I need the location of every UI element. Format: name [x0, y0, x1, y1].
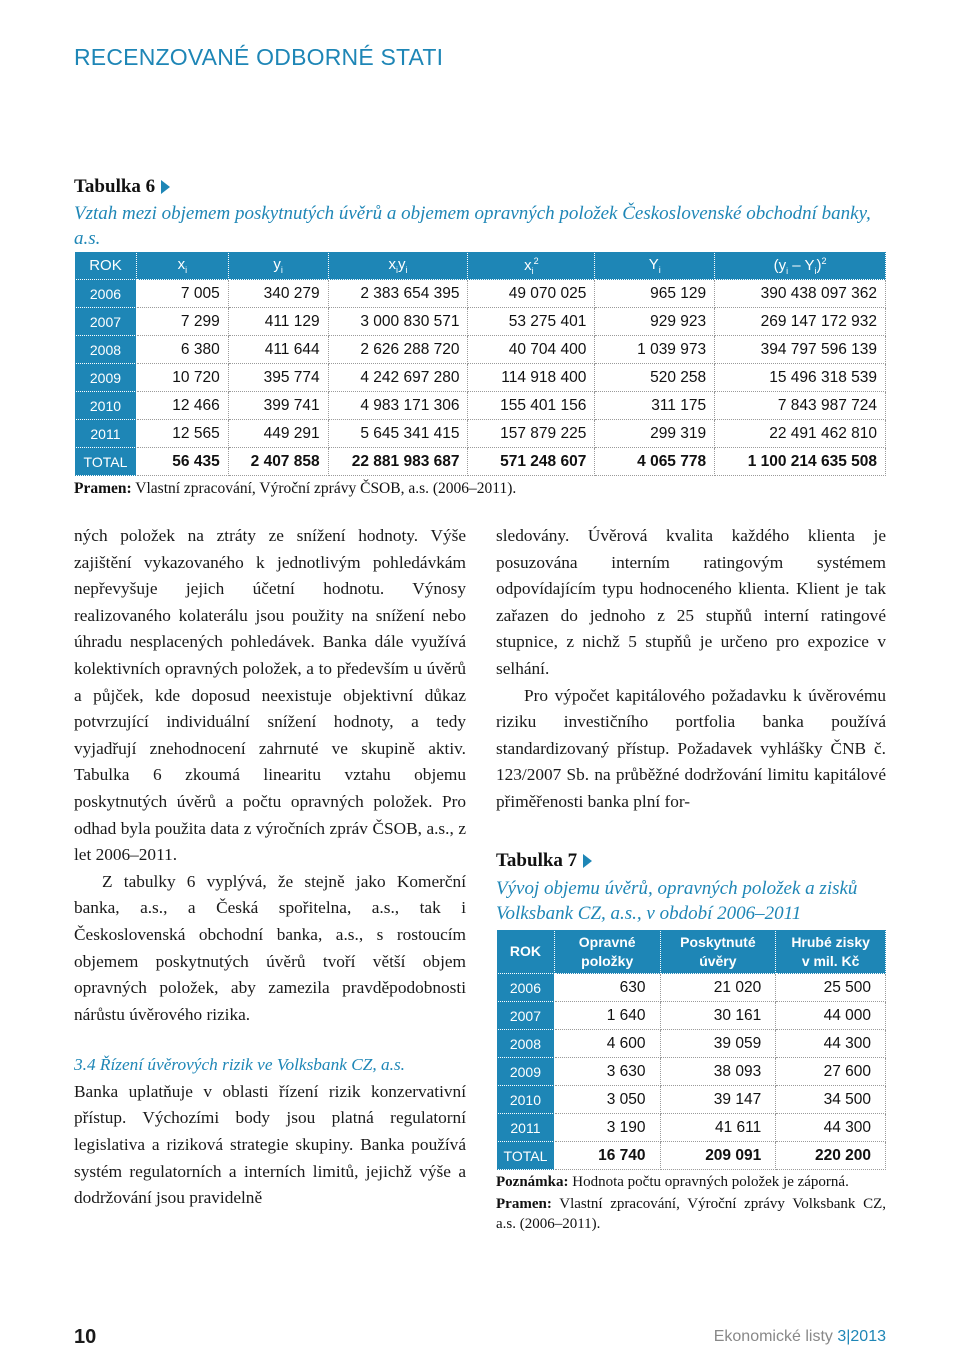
table-cell: 157 879 225	[468, 420, 595, 448]
table-cell: 390 438 097 362	[715, 280, 886, 308]
table7-header-row	[497, 930, 886, 974]
table-row	[75, 448, 886, 476]
table-cell: 395 774	[228, 364, 328, 392]
table-cell: 630	[554, 974, 660, 1002]
table-cell: 44 300	[776, 1114, 886, 1142]
table-cell: 4 983 171 306	[328, 392, 468, 420]
table-cell: 4 242 697 280	[328, 364, 468, 392]
table-cell: 40 704 400	[468, 336, 595, 364]
row-year-cell: 2006	[497, 974, 555, 1002]
table-cell: 449 291	[228, 420, 328, 448]
section-heading: 3.4 Řízení úvěrových rizik ve Volksbank CZ, a.s.	[74, 1055, 405, 1075]
table-cell: 571 248 607	[468, 448, 595, 476]
row-year-cell: TOTAL	[75, 448, 137, 476]
table-cell: 965 129	[595, 280, 715, 308]
table6-caption: Vztah mezi objemem poskytnutých úvěrů a objemem opravných položek Československé obchodní banky, a.s.	[74, 203, 871, 249]
table-row	[497, 1030, 886, 1058]
table-cell: 220 200	[776, 1142, 886, 1170]
table6-header-row	[75, 252, 886, 280]
row-year-cell: TOTAL	[497, 1142, 555, 1170]
table-cell: 311 175	[595, 392, 715, 420]
table-row	[497, 1002, 886, 1030]
table-cell: 2 626 288 720	[328, 336, 468, 364]
table-cell: 3 050	[554, 1086, 660, 1114]
table7-caption: Vývoj objemu úvěrů, opravných položek a zisků Volksbank CZ, a.s., v období 2006–2011	[496, 878, 858, 924]
table-row	[497, 974, 886, 1002]
table-cell: 12 565	[136, 420, 228, 448]
table-cell: 21 020	[660, 974, 776, 1002]
table6	[74, 251, 886, 476]
col-x2-header: $x_i^2$	[468, 252, 595, 280]
col-residual-header: $(y_i - Y_i)^2$	[715, 252, 886, 280]
row-year-cell: 2009	[497, 1058, 555, 1086]
table-cell: 25 500	[776, 974, 886, 1002]
running-header: RECENZOVANÉ ODBORNÉ STATI	[74, 44, 444, 70]
row-year-cell: 2008	[75, 336, 137, 364]
table-row	[75, 280, 886, 308]
table-cell: 4 065 778	[595, 448, 715, 476]
table-cell: 411 644	[228, 336, 328, 364]
row-year-cell: 2008	[497, 1030, 555, 1058]
row-year-cell: 2010	[497, 1086, 555, 1114]
table-cell: 39 147	[660, 1086, 776, 1114]
table-row	[75, 392, 886, 420]
table7-label: Tabulka 7	[496, 850, 592, 872]
table-row	[497, 1142, 886, 1170]
table-cell: 6 380	[136, 336, 228, 364]
col-Y-header: $Y_i$	[595, 252, 715, 280]
left-column	[74, 523, 466, 1212]
table-cell: 22 881 983 687	[328, 448, 468, 476]
col-uvery-header: Poskytnuté úvěry	[660, 930, 776, 974]
table-cell: 114 918 400	[468, 364, 595, 392]
table-cell: 7 005	[136, 280, 228, 308]
row-year-cell: 2011	[497, 1114, 555, 1142]
row-year-cell: 2011	[75, 420, 137, 448]
col-rok-header: ROK	[75, 252, 137, 280]
triangle-right-icon	[161, 180, 170, 194]
table-cell: 2 407 858	[228, 448, 328, 476]
table-cell: 1 100 214 635 508	[715, 448, 886, 476]
col-opravne-header: Opravné položky	[554, 930, 660, 974]
journal-footer: Ekonomické listy 3|2013	[713, 1328, 886, 1345]
table-cell: 16 740	[554, 1142, 660, 1170]
col-rok-header: ROK	[497, 930, 555, 974]
table-row	[75, 308, 886, 336]
col-zisky-header: Hrubé zisky v mil. Kč	[776, 930, 886, 974]
table-cell: 1 640	[554, 1002, 660, 1030]
table-cell: 44 300	[776, 1030, 886, 1058]
table7	[496, 929, 886, 1170]
table-cell: 44 000	[776, 1002, 886, 1030]
table6-label: Tabulka 6	[74, 176, 170, 198]
right-paragraph-1: sledovány. Úvěrová kvalita každého klienta je posuzována interním ratingovým systémem odpovídajícím typu hodnoceného klienta. Klient je tak zařazen do jednoho z 25 stupňů interní ratingové stupnice, z nichž 5 stupňů je určeno pro expozice v selhání.	[496, 526, 886, 678]
table-cell: 3 630	[554, 1058, 660, 1086]
left-paragraph-2: Z tabulky 6 vyplývá, že stejně jako Komerční banka, a.s., a Česká spořitelna, a.s., tak i Československá obchodní banka, a.s., s rostoucím objemem poskytnutých úvěrů tvoří větší objem opravných položek, aby zamezila pravděpodobnosti nárůstu úvěrového rizika.	[74, 871, 466, 1024]
table-cell: 299 319	[595, 420, 715, 448]
table-cell: 7 299	[136, 308, 228, 336]
left-paragraph-1: ných položek na ztráty ze snížení hodnoty. Výše zajištění vykazovaného k jednotlivým pohledávkám nepřevyšuje jejich účetní hodnotu. Výnosy realizovaného kolaterálu jsou použity na snížení nebo úhradu nesplacených pohledávek. Banka dále využívá kolektivních opravných položek, a to především u úvěrů a půjček, kde doposud neexistuje objektivní důkaz potvrzující individuální snížení hodnoty, a tedy vyjadřují znehodnocení zahrnuté ve skupině aktiv. Tabulka 6 zkoumá linearitu vztahu objemu poskytnutých úvěrů a počtu opravných položek. Pro odhad byla použita data z výročních zpráv ČSOB, a.s., z let 2006–2011.	[74, 526, 466, 865]
table-cell: 34 500	[776, 1086, 886, 1114]
table-cell: 49 070 025	[468, 280, 595, 308]
row-year-cell: 2007	[497, 1002, 555, 1030]
table-cell: 39 059	[660, 1030, 776, 1058]
table-row	[75, 336, 886, 364]
table-cell: 2 383 654 395	[328, 280, 468, 308]
row-year-cell: 2009	[75, 364, 137, 392]
row-year-cell: 2006	[75, 280, 137, 308]
table-cell: 5 645 341 415	[328, 420, 468, 448]
col-xy-header: $x_iy_i$	[328, 252, 468, 280]
table-cell: 22 491 462 810	[715, 420, 886, 448]
page-number: 10	[74, 1326, 97, 1348]
table-cell: 209 091	[660, 1142, 776, 1170]
table-cell: 929 923	[595, 308, 715, 336]
table-cell: 53 275 401	[468, 308, 595, 336]
table-cell: 340 279	[228, 280, 328, 308]
table-cell: 1 039 973	[595, 336, 715, 364]
table-row	[497, 1058, 886, 1086]
table-cell: 10 720	[136, 364, 228, 392]
table-cell: 411 129	[228, 308, 328, 336]
table-cell: 4 600	[554, 1030, 660, 1058]
table-cell: 3 000 830 571	[328, 308, 468, 336]
right-paragraph-2: Pro výpočet kapitálového požadavku k úvěrovému riziku investičního portfolia banka používá standardizovaný přístup. Požadavek vyhlášky ČNB č. 123/2007 Sb. na průběžné dodržování limitu kapitálové přiměřenosti banka plní for-	[496, 685, 886, 811]
table-cell: 399 741	[228, 392, 328, 420]
table-cell: 269 147 172 932	[715, 308, 886, 336]
row-year-cell: 2007	[75, 308, 137, 336]
table-cell: 38 093	[660, 1058, 776, 1086]
table-row	[497, 1086, 886, 1114]
table-cell: 15 496 318 539	[715, 364, 886, 392]
table-cell: 7 843 987 724	[715, 392, 886, 420]
table-cell: 41 611	[660, 1114, 776, 1142]
row-year-cell: 2010	[75, 392, 137, 420]
table7-note: Poznámka: Hodnota počtu opravných položek je záporná.	[496, 1174, 849, 1190]
table-cell: 3 190	[554, 1114, 660, 1142]
table7-source: Pramen: Vlastní zpracování, Výroční zprávy Volksbank CZ, a.s. (2006–2011).	[496, 1196, 887, 1232]
table-cell: 155 401 156	[468, 392, 595, 420]
table-cell: 394 797 596 139	[715, 336, 886, 364]
table-cell: 27 600	[776, 1058, 886, 1086]
table-row	[75, 364, 886, 392]
col-y-header: $y_i$	[228, 252, 328, 280]
table-cell: 30 161	[660, 1002, 776, 1030]
table-cell: 12 466	[136, 392, 228, 420]
table-cell: 56 435	[136, 448, 228, 476]
triangle-right-icon	[583, 854, 592, 868]
table6-source: Pramen: Vlastní zpracování, Výroční zprávy ČSOB, a.s. (2006–2011).	[74, 480, 517, 497]
right-column	[496, 523, 886, 816]
left-paragraph-3: Banka uplatňuje v oblasti řízení rizik konzervativní přístup. Výchozími body jsou platná regulatorní legislativa a riziková strategie skupiny. Banka používá systém regulatorních a interních limitů, jejichž výše a dodržování jsou pravidelně	[74, 1081, 466, 1208]
table-row	[497, 1114, 886, 1142]
table-row	[75, 420, 886, 448]
col-x-header: $x_i$	[136, 252, 228, 280]
table-cell: 520 258	[595, 364, 715, 392]
